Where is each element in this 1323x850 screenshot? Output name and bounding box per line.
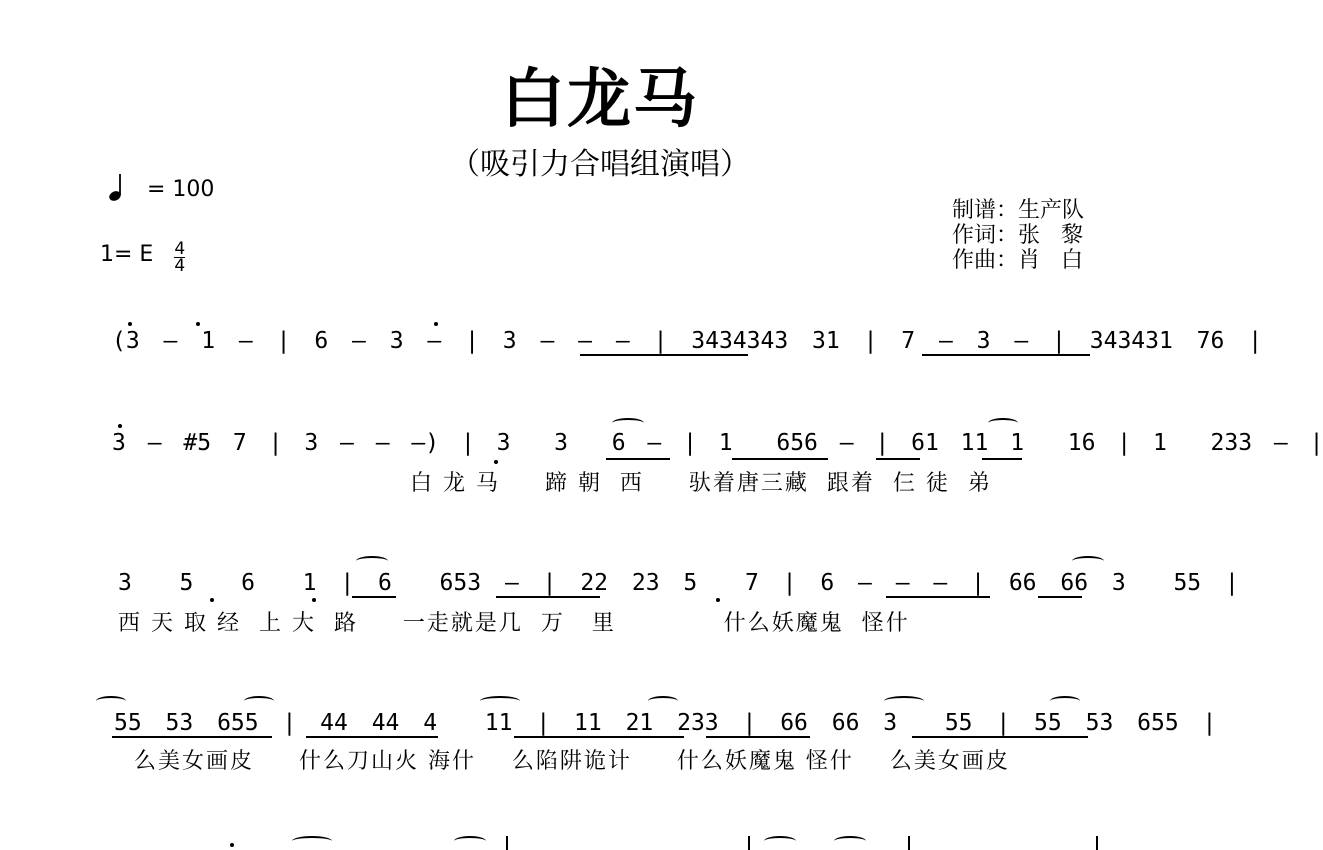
beat-underline bbox=[352, 596, 396, 598]
score-line-2-notes: 3 — #5 7 | 3 — — —) | 3 3 6 — | 1 656 — | 61 11 1 16 | 1 233 — | bbox=[112, 430, 1323, 456]
quarter-note-icon bbox=[108, 172, 126, 202]
octave-dot bbox=[494, 460, 498, 464]
time-signature-bottom: 4 bbox=[174, 256, 186, 276]
slur-mark bbox=[834, 836, 866, 846]
song-subtitle: （吸引力合唱组演唱） bbox=[450, 147, 750, 182]
beat-underline bbox=[112, 736, 272, 738]
score-line-3-notes: 3 5 6 1 | 6 653 — | 22 23 5 7 | 6 — — — | 66 66 3 55 | bbox=[118, 570, 1239, 596]
key-label: 1= E bbox=[100, 242, 154, 267]
beat-underline bbox=[606, 458, 670, 460]
octave-dot bbox=[434, 322, 438, 326]
slur-mark bbox=[292, 836, 332, 846]
slur-mark bbox=[1072, 556, 1104, 566]
slur-mark bbox=[612, 418, 644, 428]
slur-mark bbox=[356, 556, 388, 566]
octave-dot bbox=[118, 424, 122, 428]
beat-underline bbox=[982, 458, 1022, 460]
beat-underline bbox=[876, 458, 920, 460]
composer-credit: 作曲：肖 白 bbox=[952, 248, 1083, 273]
slur-mark bbox=[96, 696, 126, 706]
slur-mark bbox=[764, 836, 796, 846]
beat-underline bbox=[732, 458, 828, 460]
beat-underline bbox=[580, 354, 748, 356]
octave-dot bbox=[196, 322, 200, 326]
score-line-1-notes: (3 — 1 — | 6 — 3 — | 3 — — — | 3434343 31 | 7 — 3 — | 343431 76 | bbox=[112, 328, 1263, 354]
slur-mark bbox=[454, 836, 486, 846]
slur-mark bbox=[988, 418, 1018, 428]
slur-mark bbox=[244, 696, 274, 706]
beat-underline bbox=[514, 736, 684, 738]
beat-underline bbox=[306, 736, 438, 738]
beat-underline bbox=[922, 354, 1090, 356]
key-signature bbox=[100, 240, 185, 274]
slur-mark bbox=[648, 696, 678, 706]
octave-dot bbox=[312, 598, 316, 602]
score-line-4-notes: 55 53 655 | 44 44 4 11 | 11 21 233 | 66 66 3 55 | 55 53 655 | bbox=[114, 710, 1217, 736]
octave-dot bbox=[230, 843, 234, 847]
credits-block bbox=[952, 198, 1084, 273]
beat-underline bbox=[496, 596, 600, 598]
beat-underline bbox=[1038, 596, 1082, 598]
beat-underline bbox=[886, 596, 990, 598]
barline bbox=[908, 836, 910, 850]
tempo-marking bbox=[108, 172, 214, 205]
time-signature-top: 4 bbox=[174, 239, 186, 259]
score-line-2-lyrics: 白 龙 马 蹄 朝 西 驮着唐三藏 跟着 仨 徒 弟 bbox=[410, 471, 992, 496]
slur-mark bbox=[884, 696, 924, 706]
song-title: 白龙马 bbox=[501, 63, 699, 137]
score-line-4-lyrics: 么美女画皮 什么刀山火 海什 么陷阱诡计 什么妖魔鬼 怪什 么美女画皮 bbox=[134, 749, 1010, 774]
octave-dot bbox=[210, 598, 214, 602]
beat-underline bbox=[912, 736, 1088, 738]
score-line-3-lyrics: 西 天 取 经 上 大 路 一走就是几 万 里 什么妖魔鬼 怪什 bbox=[118, 611, 910, 636]
barline bbox=[1096, 836, 1098, 850]
tempo-value: = 100 bbox=[147, 177, 215, 202]
time-signature bbox=[174, 241, 185, 274]
barline bbox=[748, 836, 750, 850]
beat-underline bbox=[706, 736, 810, 738]
barline bbox=[506, 836, 508, 850]
slur-mark bbox=[480, 696, 520, 706]
octave-dot bbox=[128, 322, 132, 326]
slur-mark bbox=[1050, 696, 1080, 706]
lyricist-credit: 作词：张 黎 bbox=[952, 223, 1083, 248]
octave-dot bbox=[716, 598, 720, 602]
arranger-credit: 制谱：生产队 bbox=[952, 198, 1085, 223]
